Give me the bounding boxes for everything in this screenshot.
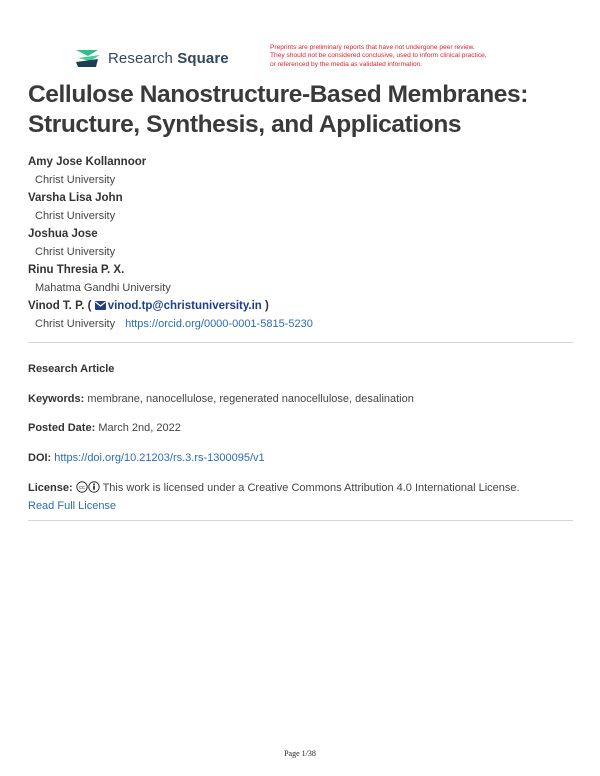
close-paren: ) <box>265 300 269 312</box>
article-type-label: Research Article <box>28 363 115 375</box>
doi-link[interactable]: https://doi.org/10.21203/rs.3.rs-1300095/v1 <box>54 452 265 464</box>
corresponding-author-name: Vinod T. P. <box>28 300 85 312</box>
preprint-notice <box>270 44 550 69</box>
open-paren: ( <box>87 300 92 312</box>
title-line: Structure, Synthesis, and Applications <box>28 111 462 138</box>
corresponding-author-affiliation-row <box>35 315 573 333</box>
envelope-icon <box>95 298 106 316</box>
research-square-logo-icon <box>74 47 102 69</box>
orcid-link[interactable]: https://orcid.org/0000-0001-5815-5230 <box>125 318 313 330</box>
title-line: Cellulose Nanostructure-Based Membranes: <box>28 81 528 108</box>
keywords-row <box>28 391 573 407</box>
author-affiliation: Christ University <box>35 210 116 222</box>
license-text: This work is licensed under a Creative Commons Attribution 4.0 International License. <box>102 482 520 494</box>
corresponding-author <box>28 297 573 315</box>
author-name: Joshua Jose <box>28 228 98 240</box>
author-list <box>28 153 573 333</box>
article-type <box>28 361 573 377</box>
author-email-link[interactable]: vinod.tp@christuniversity.in <box>107 300 262 312</box>
license-label: License: <box>28 482 73 494</box>
notice-line: or referenced by the media as validated information. <box>270 60 423 68</box>
posted-date-row <box>28 420 573 436</box>
svg-text:cc: cc <box>78 485 85 492</box>
divider <box>28 342 573 343</box>
logo-text-research: Research <box>108 49 173 67</box>
keywords-value: membrane, nanocellulose, regenerated nanocellulose, desalination <box>87 393 414 405</box>
attribution-icon <box>88 481 100 498</box>
doi-row <box>28 450 573 466</box>
divider <box>28 520 573 521</box>
posted-date-value: March 2nd, 2022 <box>98 422 181 434</box>
author-affiliation: Mahatma Gandhi University <box>35 282 171 294</box>
posted-date-label: Posted Date: <box>28 422 96 434</box>
read-full-license-link[interactable]: Read Full License <box>28 500 117 512</box>
logo-text-square: Square <box>177 49 229 67</box>
author-name: Varsha Lisa John <box>28 192 123 204</box>
research-square-logo[interactable] <box>74 47 229 69</box>
author-affiliation: Christ University <box>35 246 116 258</box>
license-row <box>28 480 573 514</box>
page-number: Page 1/38 <box>284 749 316 758</box>
creative-commons-icon <box>76 481 88 498</box>
author-affiliation: Christ University <box>35 174 116 186</box>
author-name: Rinu Thresia P. X. <box>28 264 125 276</box>
notice-line: They should not be considered conclusive, used to inform clinical practice, <box>270 52 487 60</box>
logo-wordmark <box>108 50 229 67</box>
author-name: Amy Jose Kollannoor <box>28 156 147 168</box>
keywords-label: Keywords: <box>28 393 85 405</box>
doi-label: DOI: <box>28 452 52 464</box>
notice-line: Preprints are preliminary reports that have not undergone peer review. <box>270 44 475 51</box>
paper-title <box>28 80 588 140</box>
author-affiliation: Christ University <box>35 318 116 330</box>
